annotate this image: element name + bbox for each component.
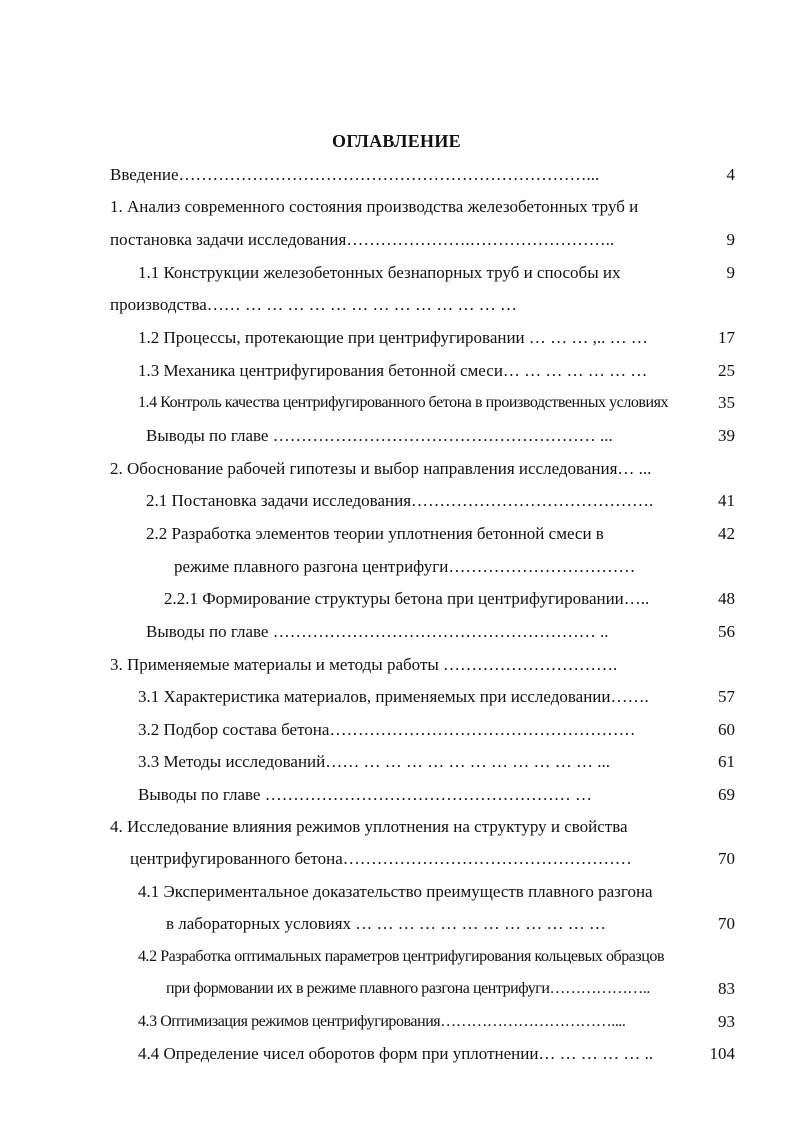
toc-entry-page: 60 (718, 720, 735, 739)
toc-entry-text: 1. Анализ современного состояния производства железобетонных труб и (110, 197, 639, 216)
toc-entry-text: 2.2.1 Формирование структуры бетона при центрифугировании….. (164, 589, 650, 608)
toc-entry-page: 61 (718, 752, 735, 771)
toc-entry-text: 4.4 Определение чисел оборотов форм при уплотнении… … … … … .. (138, 1044, 654, 1063)
toc-entry-text: 1.3 Механика центрифугирования бетонной смеси… … … … … … … (138, 361, 648, 380)
toc-entry-text: 1.1 Конструкции железобетонных безнапорных труб и способы их (138, 263, 621, 282)
toc-entry-text: 3. Применяемые материалы и методы работы …………………………. (110, 655, 618, 674)
toc-entry-text: при формовании их в режиме плавного разгона центрифуги……………….. (166, 980, 650, 997)
toc-entry-text: 1.2 Процессы, протекающие при центрифугировании … … … ,.. … … (138, 328, 648, 347)
toc-entry-text: режиме плавного разгона центрифуги…………………………… (174, 557, 636, 576)
toc-entry-page: 9 (726, 263, 735, 282)
toc-entry-page: 83 (718, 979, 735, 998)
toc-entry-page: 93 (718, 1012, 735, 1031)
toc-entry-text: 1.4 Контроль качества центрифугированного бетона в производственных условиях (138, 394, 669, 411)
toc-entry-page: 69 (718, 785, 735, 804)
toc-entry-page: 4 (726, 165, 735, 184)
toc-entry-text: Выводы по главе ……………………………………………… … (138, 785, 592, 804)
toc-entry-text: 3.1 Характеристика материалов, применяемых при исследовании……. (138, 687, 649, 706)
toc-entry-text: центрифугированного бетона…………………………………………… (130, 849, 632, 868)
toc-entry-page: 57 (718, 687, 735, 706)
toc-entry-page: 17 (718, 328, 735, 347)
toc-entry-text: 2. Обоснование рабочей гипотезы и выбор направления исследования… ... (110, 459, 652, 478)
page-title: ОГЛАВЛЕНИЕ (332, 131, 461, 151)
toc-entry-text: 2.2 Разработка элементов теории уплотнения бетонной смеси в (146, 524, 604, 543)
toc-entry-page: 48 (718, 589, 735, 608)
toc-entry-text: в лабораторных условиях … … … … … … … … … … … … (166, 914, 607, 933)
toc-entry-page: 70 (718, 849, 735, 868)
toc-entry-page: 9 (726, 230, 735, 249)
toc-entry-text: производства…… … … … … … … … … … … … … … (110, 295, 518, 314)
toc-entry-page: 42 (718, 524, 735, 543)
toc-entry-text: 4. Исследование влияния режимов уплотнения на структуру и свойства (110, 817, 628, 836)
toc-entry-text: 4.1 Экспериментальное доказательство преимуществ плавного разгона (138, 882, 653, 901)
toc-entry-text: 3.2 Подбор состава бетона……………………………………………… (138, 720, 636, 739)
toc-entry-text: Выводы по главе ………………………………………………… ... (146, 426, 613, 445)
toc-entry-page: 70 (718, 914, 735, 933)
toc-entry-page: 41 (718, 491, 735, 510)
toc-entry-page: 56 (718, 622, 735, 641)
toc-entry-page: 35 (718, 393, 735, 412)
toc-entry-page: 104 (709, 1044, 735, 1063)
toc-entry-text: 3.3 Методы исследований…… … … … … … … … … … … … ... (138, 752, 611, 771)
toc-entry-text: постановка задачи исследования………………….…………………….. (110, 230, 615, 249)
toc-entry-page: 39 (718, 426, 735, 445)
toc-entry-text: 2.1 Постановка задачи исследования……………………………………. (146, 491, 654, 510)
toc-entry-text: 4.3 Оптимизация режимов центрифугирования…………………………….... (138, 1013, 626, 1030)
toc-entry-text: 4.2 Разработка оптимальных параметров центрифугирования кольцевых образцов (138, 948, 665, 965)
toc-entry-text: Выводы по главе ………………………………………………… .. (146, 622, 609, 641)
toc-entry-text: Введение………………………………………………………………... (110, 165, 600, 184)
toc-entry-page: 25 (718, 361, 735, 380)
